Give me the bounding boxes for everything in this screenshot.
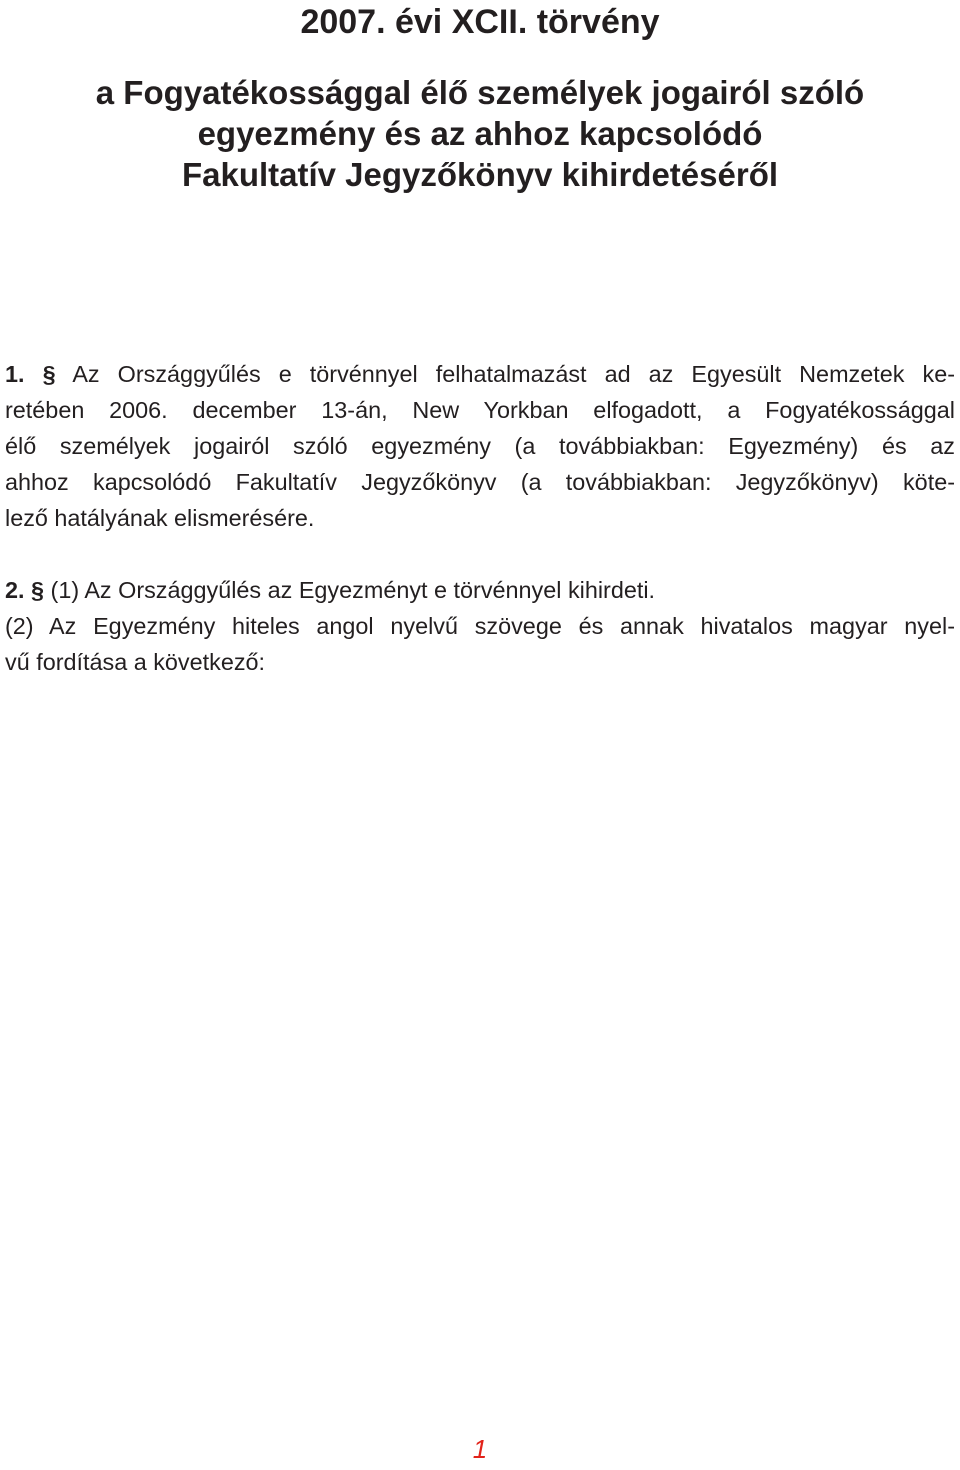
section-2-number: 2. <box>5 577 25 603</box>
section-1-text: Az Országgyűlés e törvénnyel felhatalmazást ad az Egyesült Nemzetek ke- <box>55 361 955 387</box>
section-2-text: (1) Az Országgyűlés az Egyezményt e törvénnyel kihirdeti. <box>44 577 656 603</box>
section-1-line: ahhoz kapcsolódó Fakultatív Jegyzőkönyv (a továbbiakban: Jegyzőkönyv) köte- <box>5 469 955 495</box>
law-subtitle <box>0 72 960 195</box>
page-number: 1 <box>472 1434 488 1464</box>
law-title: 2007. évi XCII. törvény <box>300 3 660 41</box>
section-1-line: lező hatályának elismerésére. <box>5 505 315 531</box>
section-1-line: retében 2006. december 13-án, New Yorkban elfogadott, a Fogyatékossággal <box>5 397 955 423</box>
section-1-number: 1. <box>5 361 25 387</box>
section-1-line <box>5 356 955 392</box>
section-2-line: (2) Az Egyezmény hiteles angol nyelvű szövege és annak hivatalos magyar nyel- <box>5 613 955 639</box>
section-sign-icon: § <box>42 361 56 387</box>
subtitle-line: egyezmény és az ahhoz kapcsolódó <box>197 115 763 152</box>
section-1 <box>5 356 955 536</box>
section-2 <box>5 572 955 680</box>
section-sign-icon: § <box>31 577 45 603</box>
subtitle-line: Fakultatív Jegyzőkönyv kihirdetéséről <box>181 156 779 193</box>
section-1-line: élő személyek jogairól szóló egyezmény (a továbbiakban: Egyezmény) és az <box>5 433 955 459</box>
subtitle-line: a Fogyatékossággal élő személyek jogairól szóló <box>95 74 865 111</box>
section-2-line: vű fordítása a következő: <box>5 649 266 675</box>
section-2-line <box>5 572 955 608</box>
